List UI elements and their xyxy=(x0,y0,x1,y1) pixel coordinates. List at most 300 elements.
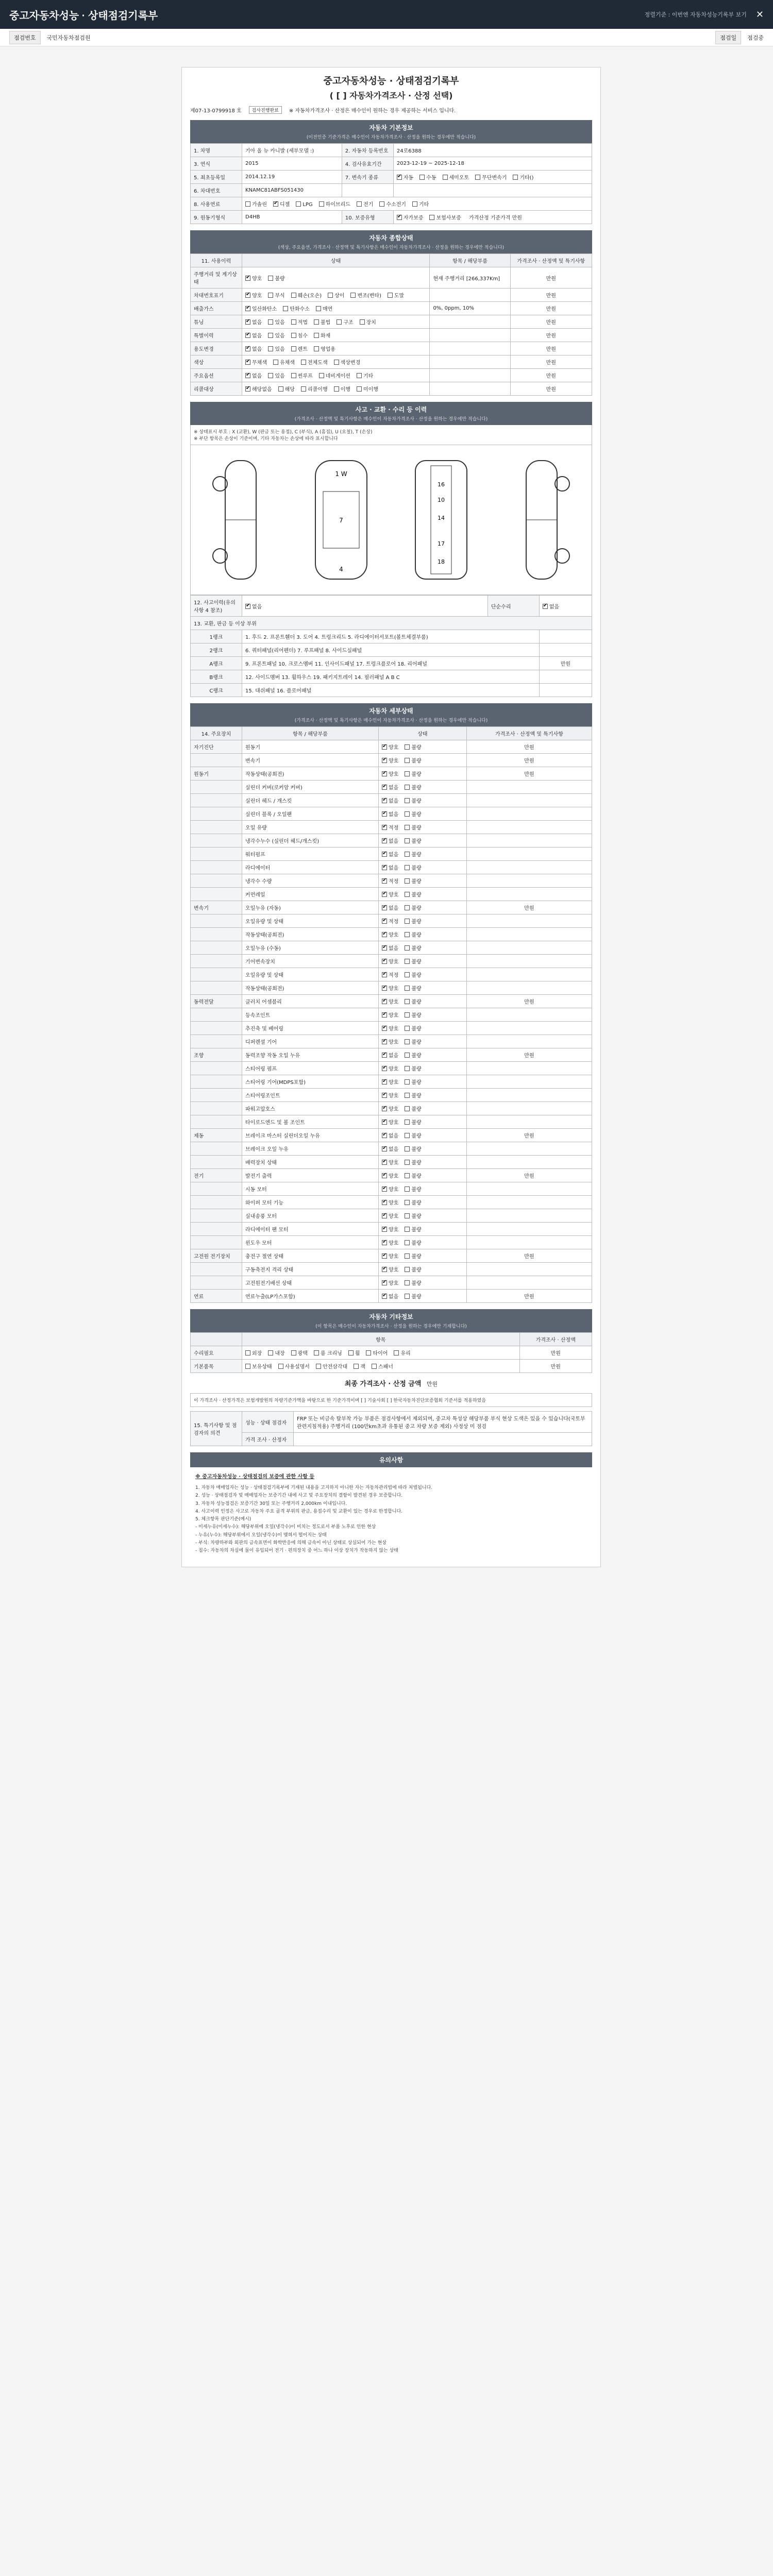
checkbox-icon[interactable] xyxy=(382,905,387,910)
checkbox-option[interactable]: ✔ 없음 xyxy=(382,852,398,858)
checkbox-icon[interactable] xyxy=(350,293,356,298)
checkbox-option[interactable]: 불량 xyxy=(405,906,421,911)
checkbox-icon[interactable] xyxy=(405,945,410,951)
checkbox-icon[interactable] xyxy=(382,852,387,857)
checkbox-icon[interactable] xyxy=(388,293,393,298)
checkbox-option[interactable]: 사용설명서 xyxy=(278,1364,310,1370)
checkbox-option[interactable]: 잭 xyxy=(354,1364,365,1370)
checkbox-icon[interactable] xyxy=(268,373,273,378)
checkbox-icon[interactable] xyxy=(405,758,410,763)
checkbox-option[interactable]: 불량 xyxy=(405,1040,421,1045)
checkbox-option[interactable]: 불량 xyxy=(405,1254,421,1260)
checkbox-option[interactable]: ✔ 자가보증 xyxy=(397,215,424,221)
checkbox-option[interactable]: 휠 xyxy=(348,1351,360,1357)
checkbox-option[interactable]: 불량 xyxy=(405,1107,421,1112)
checkbox-icon[interactable] xyxy=(405,1294,410,1299)
checkbox-option[interactable]: 불량 xyxy=(405,1026,421,1032)
checkbox-icon[interactable] xyxy=(382,1294,387,1299)
checkbox-icon[interactable] xyxy=(382,1039,387,1044)
checkbox-option[interactable]: 불량 xyxy=(405,745,421,751)
checkbox-icon[interactable] xyxy=(319,373,324,378)
checkbox-icon[interactable] xyxy=(382,1227,387,1232)
checkbox-option[interactable]: 무단변속기 xyxy=(475,175,507,181)
checkbox-icon[interactable] xyxy=(291,319,296,325)
checkbox-icon[interactable] xyxy=(382,1267,387,1272)
checkbox-icon[interactable] xyxy=(245,346,250,351)
checkbox-option[interactable]: 탄화수소 xyxy=(283,307,310,312)
checkbox-option[interactable]: ✔ 없음 xyxy=(382,866,398,871)
checkbox-option[interactable]: 해당 xyxy=(278,387,295,393)
checkbox-option[interactable]: 불량 xyxy=(405,1080,421,1086)
checkbox-option[interactable]: ✔ 양호 xyxy=(382,1187,398,1193)
checkbox-icon[interactable] xyxy=(405,919,410,924)
checkbox-icon[interactable] xyxy=(405,972,410,977)
checkbox-option[interactable]: 불량 xyxy=(405,1093,421,1099)
checkbox-option[interactable]: 불량 xyxy=(405,1147,421,1153)
close-icon[interactable]: ✕ xyxy=(755,9,764,20)
checkbox-icon[interactable] xyxy=(382,1160,387,1165)
checkbox-option[interactable]: ✔ 없음 xyxy=(245,320,262,326)
checkbox-icon[interactable] xyxy=(382,1053,387,1058)
checkbox-option[interactable]: ✔ 양호 xyxy=(382,1080,398,1086)
checkbox-option[interactable]: ✔ 없음 xyxy=(382,1053,398,1059)
checkbox-option[interactable]: 훼손(오손) xyxy=(291,293,322,299)
checkbox-icon[interactable] xyxy=(245,276,250,281)
checkbox-icon[interactable] xyxy=(382,1012,387,1018)
checkbox-option[interactable]: ✔ 양호 xyxy=(245,293,262,299)
checkbox-icon[interactable] xyxy=(513,175,518,180)
checkbox-icon[interactable] xyxy=(357,201,362,207)
checkbox-option[interactable]: 불량 xyxy=(405,825,421,831)
checkbox-option[interactable]: 불량 xyxy=(405,1066,421,1072)
checkbox-option[interactable]: 있음 xyxy=(268,374,284,379)
checkbox-option[interactable]: ✔ 양호 xyxy=(382,986,398,992)
checkbox-option[interactable]: ✔ 없음 xyxy=(245,374,262,379)
checkbox-option[interactable]: LPG xyxy=(296,202,312,208)
checkbox-icon[interactable] xyxy=(382,945,387,951)
checkbox-option[interactable]: 가솔린 xyxy=(245,202,267,208)
checkbox-option[interactable]: 불량 xyxy=(405,866,421,871)
checkbox-icon[interactable] xyxy=(245,306,250,311)
checkbox-option[interactable]: 렌트 xyxy=(291,347,308,352)
checkbox-icon[interactable] xyxy=(405,865,410,870)
checkbox-icon[interactable] xyxy=(273,360,278,365)
checkbox-icon[interactable] xyxy=(405,1280,410,1285)
checkbox-icon[interactable] xyxy=(245,373,250,378)
checkbox-icon[interactable] xyxy=(412,201,417,207)
checkbox-icon[interactable] xyxy=(405,1039,410,1044)
checkbox-icon[interactable] xyxy=(301,360,306,365)
checkbox-icon[interactable] xyxy=(283,306,288,311)
checkbox-icon[interactable] xyxy=(245,293,250,298)
checkbox-option[interactable]: 매연 xyxy=(316,307,332,312)
checkbox-option[interactable]: 불량 xyxy=(405,973,421,978)
checkbox-option[interactable]: ✔ 없음 xyxy=(382,799,398,804)
checkbox-option[interactable]: 상이 xyxy=(328,293,344,299)
checkbox-icon[interactable] xyxy=(382,1187,387,1192)
checkbox-icon[interactable] xyxy=(245,604,250,609)
checkbox-icon[interactable] xyxy=(405,1066,410,1071)
checkbox-icon[interactable] xyxy=(382,1200,387,1205)
checkbox-icon[interactable] xyxy=(382,1106,387,1111)
checkbox-option[interactable]: ✔ 없음 xyxy=(245,347,262,352)
checkbox-option[interactable]: 보험사보증 xyxy=(429,215,461,221)
checkbox-option[interactable]: 색상변경 xyxy=(334,360,361,366)
checkbox-icon[interactable] xyxy=(382,744,387,750)
checkbox-option[interactable]: ✔ 자동 xyxy=(397,175,413,181)
checkbox-option[interactable]: ✔ 적정 xyxy=(382,973,398,978)
checkbox-icon[interactable] xyxy=(405,1213,410,1218)
checkbox-icon[interactable] xyxy=(543,604,548,609)
checkbox-icon[interactable] xyxy=(291,373,296,378)
checkbox-icon[interactable] xyxy=(291,1350,296,1355)
checkbox-icon[interactable] xyxy=(429,215,434,220)
checkbox-icon[interactable] xyxy=(314,333,319,338)
checkbox-icon[interactable] xyxy=(382,986,387,991)
checkbox-icon[interactable] xyxy=(405,798,410,803)
checkbox-icon[interactable] xyxy=(319,201,324,207)
checkbox-option[interactable]: ✔ 양호 xyxy=(382,1120,398,1126)
checkbox-icon[interactable] xyxy=(334,386,339,392)
checkbox-option[interactable]: ✔ 양호 xyxy=(382,892,398,898)
checkbox-option[interactable]: ✔ 양호 xyxy=(382,1267,398,1273)
checkbox-option[interactable]: 불량 xyxy=(405,1160,421,1166)
checkbox-icon[interactable] xyxy=(268,276,273,281)
checkbox-option[interactable]: ✔ 양호 xyxy=(382,1107,398,1112)
checkbox-icon[interactable] xyxy=(245,319,250,325)
checkbox-option[interactable]: ✔ 양호 xyxy=(382,1214,398,1219)
checkbox-icon[interactable] xyxy=(382,1079,387,1084)
checkbox-icon[interactable] xyxy=(382,1240,387,1245)
checkbox-icon[interactable] xyxy=(382,758,387,763)
checkbox-icon[interactable] xyxy=(405,785,410,790)
checkbox-option[interactable]: 불량 xyxy=(405,1200,421,1206)
checkbox-icon[interactable] xyxy=(278,386,283,392)
checkbox-option[interactable]: 타이어 xyxy=(366,1351,388,1357)
checkbox-option[interactable]: 불량 xyxy=(405,892,421,898)
checkbox-icon[interactable] xyxy=(382,1213,387,1218)
checkbox-icon[interactable] xyxy=(397,215,402,220)
checkbox-option[interactable]: 불량 xyxy=(405,852,421,858)
checkbox-icon[interactable] xyxy=(405,999,410,1004)
checkbox-icon[interactable] xyxy=(328,293,333,298)
checkbox-option[interactable]: 불량 xyxy=(405,1133,421,1139)
checkbox-icon[interactable] xyxy=(273,201,278,207)
checkbox-option[interactable]: 불량 xyxy=(405,812,421,818)
checkbox-option[interactable]: ✔ 없음 xyxy=(382,1294,398,1300)
checkbox-option[interactable]: 기타 xyxy=(412,202,429,208)
checkbox-option[interactable]: ✔ 양호 xyxy=(382,1013,398,1019)
checkbox-option[interactable]: 보유상태 xyxy=(245,1364,272,1370)
checkbox-option[interactable]: 영업용 xyxy=(314,347,335,352)
checkbox-option[interactable]: 불량 xyxy=(405,986,421,992)
checkbox-option[interactable]: 불량 xyxy=(405,1227,421,1233)
checkbox-option[interactable]: 썬루프 xyxy=(291,374,313,379)
checkbox-icon[interactable] xyxy=(405,771,410,776)
checkbox-option[interactable]: 있음 xyxy=(268,320,284,326)
checkbox-icon[interactable] xyxy=(291,346,296,351)
checkbox-icon[interactable] xyxy=(405,959,410,964)
checkbox-option[interactable]: 유채색 xyxy=(273,360,295,366)
checkbox-icon[interactable] xyxy=(278,1364,283,1369)
checkbox-icon[interactable] xyxy=(245,1350,250,1355)
checkbox-icon[interactable] xyxy=(382,959,387,964)
checkbox-icon[interactable] xyxy=(405,1026,410,1031)
checkbox-icon[interactable] xyxy=(382,932,387,937)
checkbox-icon[interactable] xyxy=(301,386,306,392)
checkbox-option[interactable]: 리콜이행 xyxy=(301,387,328,393)
checkbox-icon[interactable] xyxy=(405,1012,410,1018)
checkbox-icon[interactable] xyxy=(405,892,410,897)
checkbox-icon[interactable] xyxy=(314,1350,319,1355)
checkbox-option[interactable]: 불량 xyxy=(405,772,421,777)
checkbox-option[interactable]: 구조 xyxy=(337,320,353,326)
checkbox-icon[interactable] xyxy=(405,1200,410,1205)
checkbox-option[interactable]: ✔ 무채색 xyxy=(245,360,267,366)
checkbox-icon[interactable] xyxy=(397,175,402,180)
checkbox-icon[interactable] xyxy=(268,346,273,351)
sort-label[interactable]: 정렬기준 : 이번엔 자동차성능기록부 보기 xyxy=(644,11,747,18)
checkbox-icon[interactable] xyxy=(245,360,250,365)
checkbox-option[interactable]: ✔ 양호 xyxy=(382,1200,398,1206)
checkbox-option[interactable]: ✔ 양호 xyxy=(382,999,398,1005)
checkbox-option[interactable]: 룸 크리닝 xyxy=(314,1351,342,1357)
checkbox-icon[interactable] xyxy=(357,373,362,378)
checkbox-icon[interactable] xyxy=(337,319,342,325)
checkbox-icon[interactable] xyxy=(405,1120,410,1125)
checkbox-option[interactable]: ✔ 양호 xyxy=(382,1160,398,1166)
checkbox-icon[interactable] xyxy=(314,346,319,351)
checkbox-icon[interactable] xyxy=(405,1093,410,1098)
checkbox-option[interactable]: 불량 xyxy=(405,1013,421,1019)
checkbox-option[interactable]: 불량 xyxy=(405,1120,421,1126)
checkbox-option[interactable]: 불량 xyxy=(405,1174,421,1179)
checkbox-icon[interactable] xyxy=(382,999,387,1004)
checkbox-option[interactable]: ✔ 양호 xyxy=(382,1281,398,1286)
checkbox-icon[interactable] xyxy=(372,1364,377,1369)
checkbox-icon[interactable] xyxy=(405,1053,410,1058)
checkbox-icon[interactable] xyxy=(296,201,301,207)
checkbox-option[interactable]: 화재 xyxy=(314,333,330,339)
checkbox-option[interactable]: ✔ 없음 xyxy=(382,906,398,911)
checkbox-option[interactable]: ✔ 없음 xyxy=(382,1133,398,1139)
checkbox-option[interactable]: 불법 xyxy=(314,320,330,326)
checkbox-option[interactable]: 있음 xyxy=(268,333,284,339)
checkbox-icon[interactable] xyxy=(268,1350,273,1355)
checkbox-option[interactable]: 불량 xyxy=(405,946,421,952)
checkbox-icon[interactable] xyxy=(382,1120,387,1125)
checkbox-option[interactable]: 외장 xyxy=(245,1351,262,1357)
checkbox-option[interactable]: ✔없음 xyxy=(245,604,262,610)
checkbox-option[interactable]: 세미오토 xyxy=(443,175,469,181)
checkbox-icon[interactable] xyxy=(382,838,387,843)
checkbox-icon[interactable] xyxy=(382,1253,387,1259)
checkbox-icon[interactable] xyxy=(382,1133,387,1138)
checkbox-icon[interactable] xyxy=(382,785,387,790)
checkbox-option[interactable]: ✔ 없음 xyxy=(245,333,262,339)
checkbox-option[interactable]: 불량 xyxy=(405,1294,421,1300)
checkbox-option[interactable]: 기타 xyxy=(357,374,373,379)
checkbox-option[interactable]: 안전삼각대 xyxy=(316,1364,347,1370)
checkbox-icon[interactable] xyxy=(405,838,410,843)
checkbox-option[interactable]: ✔ 적정 xyxy=(382,825,398,831)
checkbox-icon[interactable] xyxy=(354,1364,359,1369)
checkbox-icon[interactable] xyxy=(268,293,273,298)
checkbox-icon[interactable] xyxy=(419,175,425,180)
checkbox-icon[interactable] xyxy=(405,1173,410,1178)
checkbox-option[interactable]: ✔ 양호 xyxy=(382,1066,398,1072)
checkbox-option[interactable]: 네비게이션 xyxy=(319,374,350,379)
checkbox-option[interactable]: ✔ 양호 xyxy=(382,933,398,938)
checkbox-option[interactable]: ✔ 디젤 xyxy=(273,202,290,208)
checkbox-icon[interactable] xyxy=(382,919,387,924)
checkbox-option[interactable]: 불량 xyxy=(405,1241,421,1246)
checkbox-option[interactable]: 불량 xyxy=(405,959,421,965)
checkbox-option[interactable]: 침수 xyxy=(291,333,308,339)
checkbox-icon[interactable] xyxy=(245,201,250,207)
checkbox-icon[interactable] xyxy=(443,175,448,180)
checkbox-option[interactable]: ✔ 없음 xyxy=(382,839,398,844)
checkbox-icon[interactable] xyxy=(405,878,410,884)
checkbox-icon[interactable] xyxy=(357,386,362,392)
checkbox-icon[interactable] xyxy=(405,1240,410,1245)
checkbox-icon[interactable] xyxy=(316,1364,321,1369)
checkbox-option[interactable]: 수동 xyxy=(419,175,436,181)
checkbox-icon[interactable] xyxy=(405,825,410,830)
checkbox-icon[interactable] xyxy=(382,1280,387,1285)
checkbox-option[interactable]: ✔ 없음 xyxy=(382,812,398,818)
checkbox-option[interactable]: 변조(변타) xyxy=(350,293,381,299)
checkbox-option[interactable]: ✔ 양호 xyxy=(382,1174,398,1179)
checkbox-option[interactable]: 전체도색 xyxy=(301,360,328,366)
checkbox-option[interactable]: 불량 xyxy=(405,1267,421,1273)
checkbox-option[interactable]: 전기 xyxy=(357,202,373,208)
checkbox-option[interactable]: ✔ 없음 xyxy=(543,604,559,610)
checkbox-option[interactable]: 불량 xyxy=(405,785,421,791)
checkbox-option[interactable]: ✔ 양호 xyxy=(382,1254,398,1260)
checkbox-icon[interactable] xyxy=(382,1173,387,1178)
checkbox-option[interactable]: 불량 xyxy=(405,933,421,938)
checkbox-icon[interactable] xyxy=(382,798,387,803)
checkbox-icon[interactable] xyxy=(405,1227,410,1232)
checkbox-option[interactable]: 도말 xyxy=(388,293,404,299)
checkbox-icon[interactable] xyxy=(314,319,319,325)
checkbox-option[interactable]: 하이브리드 xyxy=(319,202,350,208)
checkbox-option[interactable]: 수소전기 xyxy=(379,202,406,208)
checkbox-option[interactable]: 불량 xyxy=(405,1214,421,1219)
checkbox-icon[interactable] xyxy=(382,878,387,884)
checkbox-icon[interactable] xyxy=(405,1267,410,1272)
checkbox-icon[interactable] xyxy=(382,1146,387,1151)
checkbox-option[interactable]: 불량 xyxy=(405,1187,421,1193)
checkbox-option[interactable]: 장치 xyxy=(360,320,376,326)
checkbox-option[interactable]: ✔ 일산화탄소 xyxy=(245,307,277,312)
checkbox-icon[interactable] xyxy=(405,905,410,910)
checkbox-icon[interactable] xyxy=(382,1066,387,1071)
checkbox-icon[interactable] xyxy=(245,386,250,392)
checkbox-option[interactable]: 내장 xyxy=(268,1351,284,1357)
checkbox-option[interactable]: 불량 xyxy=(405,758,421,764)
checkbox-icon[interactable] xyxy=(245,333,250,338)
checkbox-icon[interactable] xyxy=(405,1187,410,1192)
checkbox-icon[interactable] xyxy=(291,293,296,298)
checkbox-option[interactable]: ✔ 없음 xyxy=(382,1147,398,1153)
checkbox-icon[interactable] xyxy=(382,892,387,897)
checkbox-option[interactable]: ✔ 양호 xyxy=(382,1040,398,1045)
checkbox-option[interactable]: ✔ 해당없음 xyxy=(245,387,272,393)
checkbox-option[interactable]: 불량 xyxy=(405,919,421,925)
checkbox-option[interactable]: ✔ 없음 xyxy=(382,785,398,791)
checkbox-option[interactable]: 불량 xyxy=(405,799,421,804)
checkbox-icon[interactable] xyxy=(405,1133,410,1138)
checkbox-icon[interactable] xyxy=(405,744,410,750)
checkbox-option[interactable]: ✔ 양호 xyxy=(382,758,398,764)
checkbox-option[interactable]: ✔ 없음 xyxy=(382,946,398,952)
checkbox-icon[interactable] xyxy=(405,932,410,937)
checkbox-icon[interactable] xyxy=(382,1026,387,1031)
checkbox-option[interactable]: ✔ 양호 xyxy=(382,745,398,751)
checkbox-option[interactable]: ✔ 양호 xyxy=(382,1241,398,1246)
checkbox-option[interactable]: 유리 xyxy=(394,1351,410,1357)
checkbox-icon[interactable] xyxy=(475,175,480,180)
checkbox-icon[interactable] xyxy=(360,319,365,325)
checkbox-icon[interactable] xyxy=(382,771,387,776)
checkbox-icon[interactable] xyxy=(366,1350,371,1355)
checkbox-icon[interactable] xyxy=(405,1106,410,1111)
checkbox-icon[interactable] xyxy=(405,852,410,857)
checkbox-option[interactable]: 불량 xyxy=(405,879,421,885)
checkbox-option[interactable]: 있음 xyxy=(268,347,284,352)
checkbox-option[interactable]: 부식 xyxy=(268,293,284,299)
checkbox-option[interactable]: ✔ 양호 xyxy=(382,1227,398,1233)
checkbox-option[interactable]: ✔양호 xyxy=(245,276,262,282)
checkbox-option[interactable]: ✔ 적정 xyxy=(382,919,398,925)
checkbox-icon[interactable] xyxy=(405,986,410,991)
checkbox-option[interactable]: 기타() xyxy=(513,175,533,181)
checkbox-option[interactable]: 불량 xyxy=(405,999,421,1005)
checkbox-icon[interactable] xyxy=(382,825,387,830)
checkbox-icon[interactable] xyxy=(405,1160,410,1165)
checkbox-icon[interactable] xyxy=(394,1350,399,1355)
checkbox-icon[interactable] xyxy=(268,319,273,325)
checkbox-option[interactable]: 이행 xyxy=(334,387,350,393)
checkbox-option[interactable]: ✔ 양호 xyxy=(382,772,398,777)
checkbox-icon[interactable] xyxy=(379,201,384,207)
checkbox-icon[interactable] xyxy=(334,360,339,365)
checkbox-option[interactable]: 불량 xyxy=(268,276,284,282)
checkbox-option[interactable]: 스패너 xyxy=(372,1364,393,1370)
checkbox-option[interactable]: 적법 xyxy=(291,320,308,326)
checkbox-icon[interactable] xyxy=(405,1079,410,1084)
checkbox-icon[interactable] xyxy=(382,972,387,977)
checkbox-icon[interactable] xyxy=(382,811,387,817)
checkbox-icon[interactable] xyxy=(382,865,387,870)
checkbox-option[interactable]: 미이행 xyxy=(357,387,378,393)
checkbox-option[interactable]: 광택 xyxy=(291,1351,308,1357)
checkbox-icon[interactable] xyxy=(291,333,296,338)
checkbox-icon[interactable] xyxy=(268,333,273,338)
checkbox-icon[interactable] xyxy=(405,1146,410,1151)
checkbox-icon[interactable] xyxy=(405,1253,410,1259)
checkbox-icon[interactable] xyxy=(382,1093,387,1098)
checkbox-option[interactable]: ✔ 양호 xyxy=(382,1093,398,1099)
checkbox-option[interactable]: 불량 xyxy=(405,1281,421,1286)
checkbox-icon[interactable] xyxy=(348,1350,354,1355)
checkbox-option[interactable]: 불량 xyxy=(405,1053,421,1059)
checkbox-option[interactable]: 불량 xyxy=(405,839,421,844)
checkbox-option[interactable]: ✔ 양호 xyxy=(382,959,398,965)
checkbox-option[interactable]: ✔ 적정 xyxy=(382,879,398,885)
